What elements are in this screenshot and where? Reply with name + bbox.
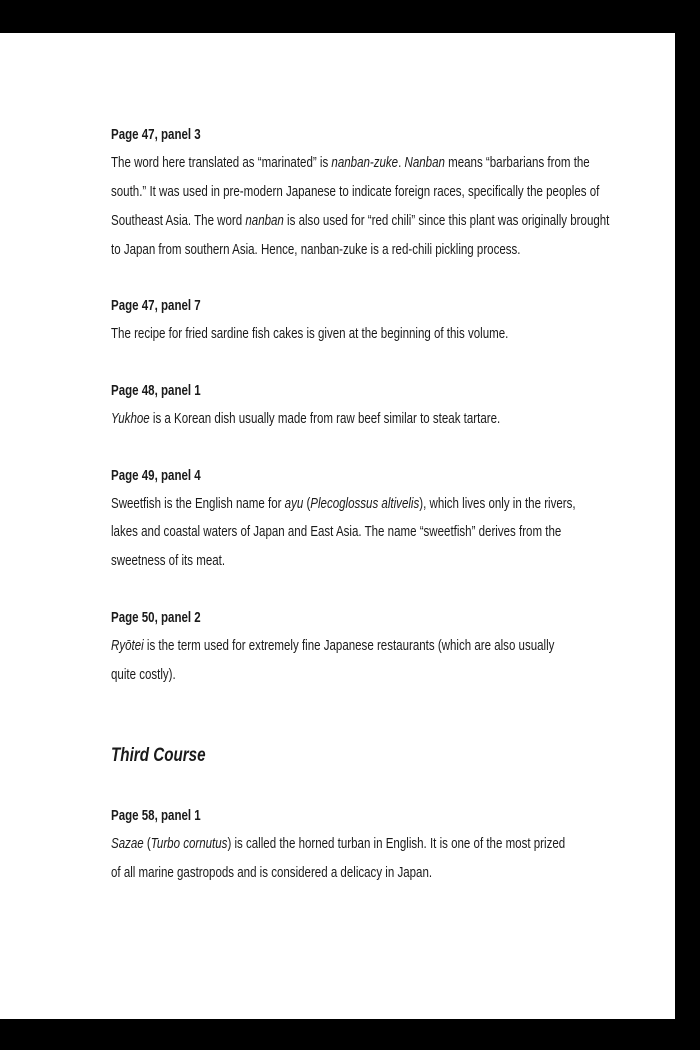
text-segment: is a Korean dish usually made from raw beef similar to steak tartare. [149, 411, 501, 427]
text-segment: quite costly). [111, 667, 176, 683]
body-line [111, 637, 554, 655]
note-heading: Page 47, panel 7 [111, 298, 201, 314]
text-segment: south.” It was used in pre-modern Japanese to indicate foreign races, specifically the peoples of [111, 184, 600, 200]
text-segment: The word here translated as “marinated” is [111, 155, 332, 171]
body-line [111, 241, 521, 259]
text-segment: sweetness of its meat. [111, 553, 226, 569]
text-segment: ( [303, 496, 311, 512]
italic-term: Plecoglossus altivelis [310, 496, 420, 512]
note-heading: Page 58, panel 1 [111, 808, 201, 824]
body-line [111, 666, 176, 684]
text-segment: ( [143, 836, 151, 852]
text-segment: ), which lives only in the rivers, [419, 496, 576, 512]
italic-term: Ryōtei [111, 638, 144, 654]
italic-term: Sazae [111, 836, 144, 852]
note-heading: Page 50, panel 2 [111, 610, 201, 626]
italic-term: ayu [284, 496, 304, 512]
text-segment: . [398, 155, 405, 171]
body-line [111, 864, 432, 882]
text-segment: to Japan from southern Asia. Hence, nanban-zuke is a red-chili pickling process. [111, 242, 521, 258]
text-segment: Sweetfish is the English name for [111, 496, 285, 512]
body-line [111, 154, 590, 172]
italic-term: nanban [245, 213, 284, 229]
italic-term: Turbo cornutus [150, 836, 228, 852]
italic-term: nanban-zuke [331, 155, 399, 171]
text-segment: ) is called the horned turban in English. It is one of the most prized [227, 836, 566, 852]
body-line [111, 835, 565, 853]
body-line [111, 552, 225, 570]
body-line [111, 410, 500, 428]
section-title: Third Course [111, 745, 206, 766]
italic-term: Nanban [404, 155, 445, 171]
text-segment: The recipe for fried sardine fish cakes is given at the beginning of this volume. [111, 326, 509, 342]
note-heading: Page 49, panel 4 [111, 468, 201, 484]
body-line [111, 183, 599, 201]
text-segment: is the term used for extremely fine Japanese restaurants (which are also usually [143, 638, 555, 654]
body-line [111, 495, 576, 513]
body-line [111, 212, 609, 230]
text-segment: Southeast Asia. The word [111, 213, 246, 229]
text-segment: is also used for “red chili” since this plant was originally brought [283, 213, 610, 229]
note-heading: Page 48, panel 1 [111, 383, 201, 399]
body-line [111, 325, 508, 343]
body-line [111, 523, 561, 541]
text-segment: lakes and coastal waters of Japan and East Asia. The name “sweetfish” derives from the [111, 524, 562, 540]
text-segment: means “barbarians from the [444, 155, 590, 171]
note-heading: Page 47, panel 3 [111, 127, 201, 143]
italic-term: Yukhoe [111, 411, 150, 427]
text-segment: of all marine gastropods and is considered a delicacy in Japan. [111, 865, 433, 881]
